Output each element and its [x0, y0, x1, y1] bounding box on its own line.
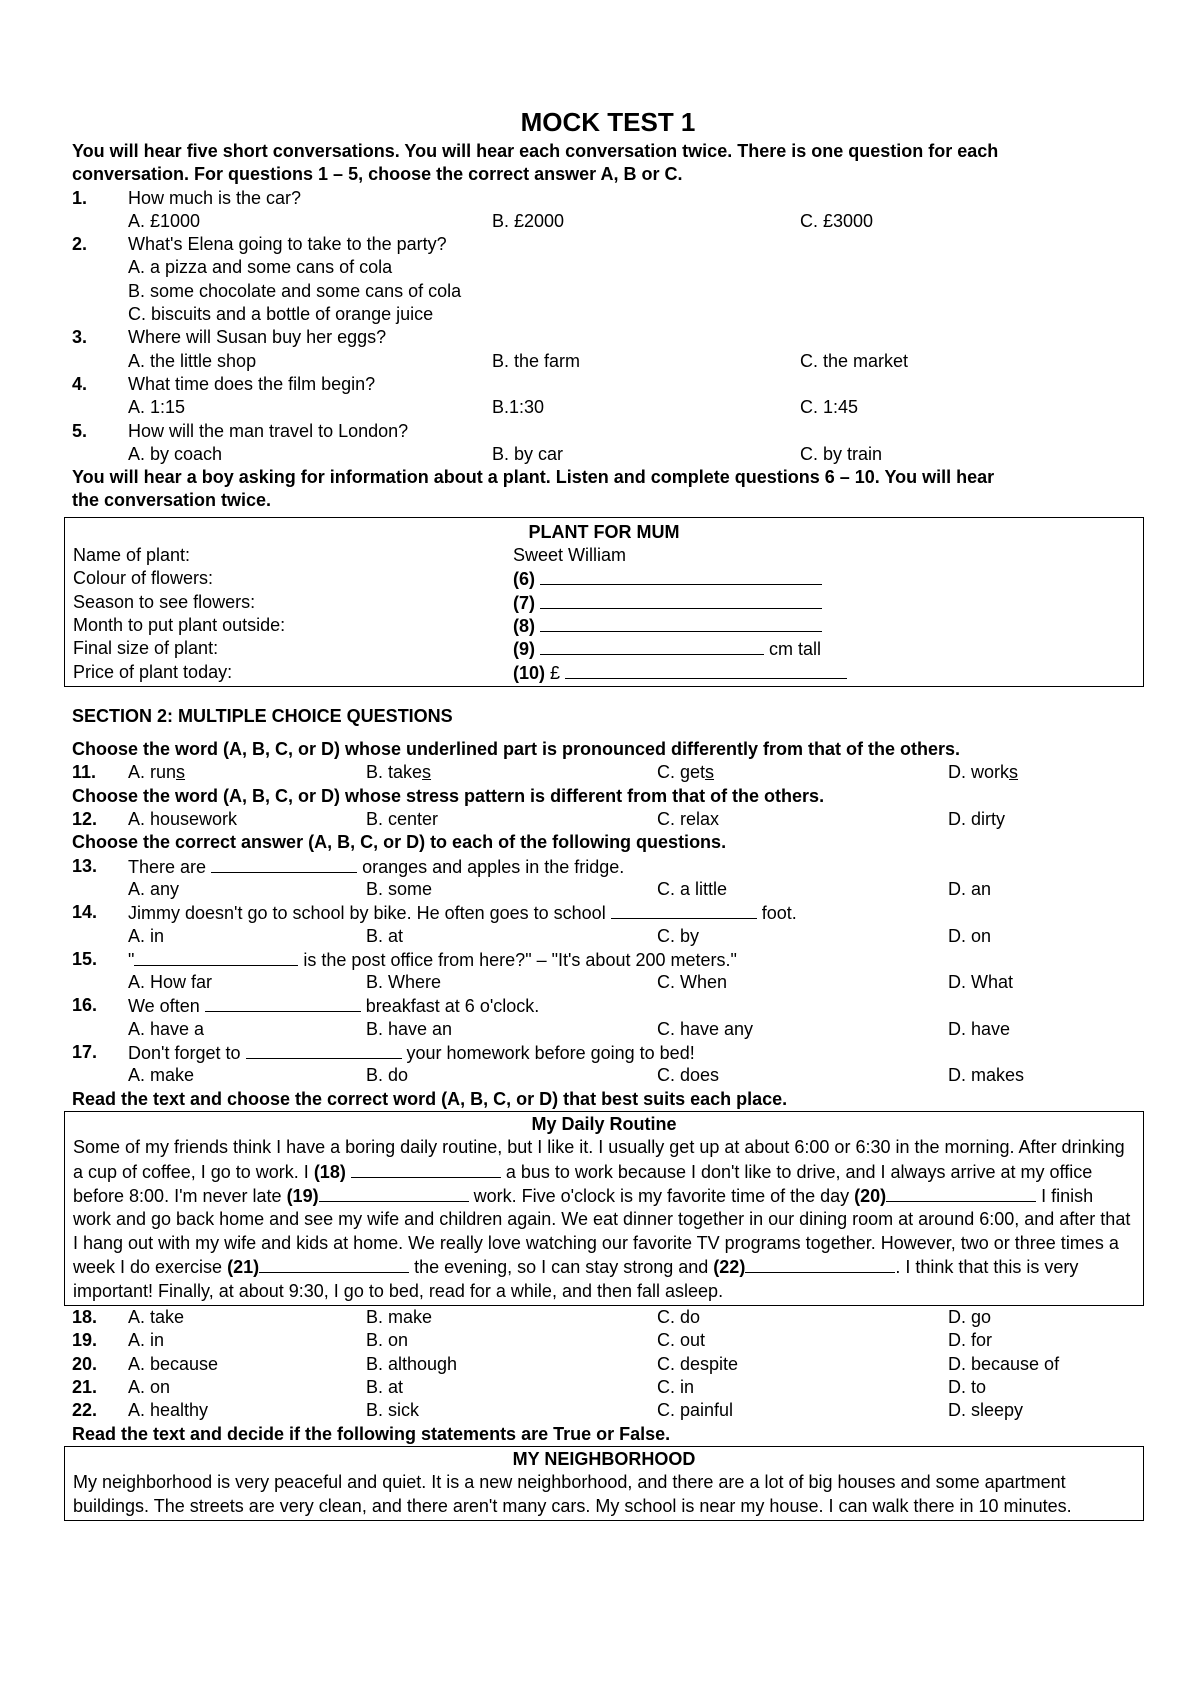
option-c[interactable]: C. gets: [657, 762, 715, 783]
form-row-price: [73, 661, 1135, 684]
option-b[interactable]: B. make: [366, 1307, 433, 1328]
option-d[interactable]: D. for: [948, 1330, 993, 1351]
worksheet: [72, 104, 1144, 1521]
option-a[interactable]: A. a pizza and some cans of cola: [128, 257, 393, 278]
question-text: Don't forget to your homework before going to bed!: [128, 1042, 695, 1063]
unit-suffix: cm tall: [769, 639, 822, 660]
answer-blank[interactable]: [745, 1255, 895, 1273]
question-number: 11.: [72, 762, 97, 783]
question-number: 2.: [72, 234, 88, 255]
reading-passage-neighborhood: [64, 1446, 1144, 1521]
question-4-options: [72, 396, 1144, 419]
option-a[interactable]: A. on: [128, 1376, 171, 1397]
question-number: 5.: [72, 420, 88, 441]
option-c[interactable]: C. biscuits and a bottle of orange juice: [128, 304, 434, 325]
question-number: 19.: [72, 1330, 98, 1351]
option-d[interactable]: D. go: [948, 1307, 992, 1328]
option-c[interactable]: C. out: [657, 1330, 706, 1351]
page-title: MOCK TEST 1: [520, 107, 696, 137]
option-b[interactable]: B. Where: [366, 972, 442, 993]
option-c[interactable]: C. relax: [657, 809, 720, 830]
question-number: 17.: [72, 1041, 98, 1062]
question-13-options: [72, 878, 1144, 901]
instruction-stress: Choose the word (A, B, C, or D) whose stress pattern is different from that of the others.: [72, 785, 825, 806]
blank-number: (9): [513, 639, 535, 660]
instruction-correct-answer: Choose the correct answer (A, B, C, or D) to each of the following questions.: [72, 832, 727, 853]
blank-number: (21): [227, 1257, 260, 1278]
answer-blank[interactable]: [259, 1255, 409, 1273]
option-a[interactable]: A. £1000: [128, 210, 201, 231]
question-16: [72, 994, 1144, 1017]
answer-blank[interactable]: [565, 661, 847, 679]
instruction-reading: Read the text and choose the correct word (A, B, C, or D) that best suits each place.: [72, 1088, 788, 1109]
option-c[interactable]: C. do: [657, 1307, 701, 1328]
question-18: [72, 1306, 1144, 1329]
question-2-option-a[interactable]: [72, 256, 1144, 279]
answer-blank[interactable]: [540, 637, 764, 655]
question-14-options: [72, 925, 1144, 948]
blank-number: (7): [513, 592, 535, 613]
form-row-month: [73, 614, 1135, 637]
question-15: [72, 948, 1144, 971]
option-d[interactable]: D. on: [948, 925, 992, 946]
answer-blank[interactable]: [246, 1041, 402, 1059]
question-13: [72, 855, 1144, 878]
option-d[interactable]: D. because of: [948, 1353, 1060, 1374]
question-2-option-c[interactable]: [72, 303, 1144, 326]
question-5: [72, 420, 1144, 443]
option-b[interactable]: B. have an: [366, 1018, 453, 1039]
question-3: [72, 326, 1144, 349]
question-text: Jimmy doesn't go to school by bike. He often goes to school foot.: [128, 903, 797, 924]
form-row-name: [73, 544, 1135, 567]
question-11: [72, 761, 1144, 784]
reading-passage-routine: [64, 1111, 1144, 1306]
question-number: 14.: [72, 902, 98, 923]
option-d[interactable]: D. What: [948, 972, 1014, 993]
question-14: [72, 901, 1144, 924]
question-number: 22.: [72, 1400, 98, 1421]
question-text: We often breakfast at 6 o'clock.: [128, 996, 540, 1017]
passage-text: Some of my friends think I have a boring daily routine, but I like it. I usually get up at about 6:00 or 6:30 in the morning. After drinking a cup of coffee, I go to work. I (18) a bus to work because I don't like to drive, and I always arrive at my office before 8:00. I'm never late (19) work. Five o'clock is my favorite time of the day (20) I finish work and go back home and see my wife and children again. We eat dinner together in our dining room at around 6:00, and after that I hang out with my wife and kids at home. We really love watching our favorite TV programs together. However, two or three times a week I do exercise (21) the evening, so I can stay strong and (22) . I think that this is very important! Finally, at about 9:30, I go to bed, read for a while, and then fall asleep.: [73, 1137, 1131, 1301]
question-number: 4.: [72, 373, 88, 394]
option-b[interactable]: B. some: [366, 878, 433, 899]
blank-number: (6): [513, 569, 535, 590]
question-number: 13.: [72, 855, 98, 876]
question-1-options: [72, 210, 1144, 233]
currency-prefix: £: [550, 662, 561, 683]
option-b[interactable]: B. do: [366, 1065, 409, 1086]
option-d[interactable]: D. an: [948, 878, 992, 899]
form-value: Sweet William: [513, 545, 627, 566]
question-19: [72, 1329, 1144, 1352]
option-b[interactable]: B. £2000: [492, 210, 565, 231]
option-c[interactable]: C. in: [657, 1376, 695, 1397]
form-label: Season to see flowers:: [73, 591, 256, 612]
part1-instruction-2: conversation. For questions 1 – 5, choose the correct answer A, B or C.: [72, 164, 683, 185]
option-c[interactable]: C. does: [657, 1065, 720, 1086]
option-c[interactable]: C. by train: [800, 443, 883, 464]
question-1: [72, 187, 1144, 210]
question-16-options: [72, 1018, 1144, 1041]
form-label: Month to put plant outside:: [73, 614, 286, 635]
question-22: [72, 1399, 1144, 1422]
question-text: Where will Susan buy her eggs?: [128, 327, 387, 348]
question-2-option-b[interactable]: [72, 280, 1144, 303]
option-c[interactable]: C. despite: [657, 1353, 739, 1374]
option-a[interactable]: A. in: [128, 1330, 165, 1351]
option-d[interactable]: D. works: [948, 762, 1019, 783]
answer-blank[interactable]: [611, 901, 757, 919]
form-label: Name of plant:: [73, 545, 191, 566]
option-a[interactable]: A. the little shop: [128, 350, 257, 371]
option-c[interactable]: C. the market: [800, 350, 909, 371]
question-number: 12.: [72, 809, 98, 830]
form-title: PLANT FOR MUM: [528, 521, 680, 542]
plant-form: [64, 517, 1144, 687]
option-a[interactable]: A. make: [128, 1065, 195, 1086]
blank-number: (20): [854, 1185, 887, 1206]
form-row-season: [73, 591, 1135, 614]
part2-instruction-1: You will hear a boy asking for information about a plant. Listen and complete questions 6 – 10. You will hear: [72, 467, 995, 488]
section-2-heading: SECTION 2: MULTIPLE CHOICE QUESTIONS: [72, 705, 453, 726]
question-text: What time does the film begin?: [128, 373, 376, 394]
answer-blank[interactable]: [540, 591, 822, 609]
form-row-colour: [73, 567, 1135, 590]
option-c[interactable]: C. £3000: [800, 210, 874, 231]
instruction-true-false: Read the text and decide if the following statements are True or False.: [72, 1423, 671, 1444]
option-d[interactable]: D. dirty: [948, 809, 1006, 830]
question-17: [72, 1041, 1144, 1064]
option-b[interactable]: B. center: [366, 809, 439, 830]
form-label: Final size of plant:: [73, 638, 219, 659]
option-c[interactable]: C. by: [657, 925, 700, 946]
blank-number: (8): [513, 615, 535, 636]
question-21: [72, 1376, 1144, 1399]
option-b[interactable]: B. although: [366, 1353, 458, 1374]
question-number: 16.: [72, 995, 98, 1016]
option-a[interactable]: A. How far: [128, 972, 213, 993]
option-a[interactable]: A. runs: [128, 762, 186, 783]
option-a[interactable]: A. take: [128, 1307, 185, 1328]
answer-blank[interactable]: [205, 994, 361, 1012]
answer-blank[interactable]: [319, 1184, 469, 1202]
option-c[interactable]: C. have any: [657, 1018, 754, 1039]
option-c[interactable]: C. 1:45: [800, 397, 859, 418]
option-c[interactable]: C. a little: [657, 878, 728, 899]
option-d[interactable]: D. sleepy: [948, 1400, 1024, 1421]
answer-blank[interactable]: [540, 614, 822, 632]
question-number: 18.: [72, 1307, 98, 1328]
question-2: [72, 233, 1144, 256]
question-15-options: [72, 971, 1144, 994]
option-a[interactable]: A. any: [128, 878, 180, 899]
instruction-pronunciation: Choose the word (A, B, C, or D) whose underlined part is pronounced differently from that of the others.: [72, 739, 961, 760]
question-number: 15.: [72, 948, 98, 969]
question-number: 1.: [72, 187, 88, 208]
option-a[interactable]: A. 1:15: [128, 397, 186, 418]
part1-instruction-1: You will hear five short conversations. You will hear each conversation twice. There is one question for each: [72, 141, 999, 161]
blank-number: (22): [713, 1257, 746, 1278]
option-b[interactable]: B. at: [366, 1376, 404, 1397]
option-a[interactable]: A. healthy: [128, 1400, 209, 1421]
blank-number: (18): [313, 1161, 346, 1182]
blank-number: (19): [286, 1185, 319, 1206]
question-5-options: [72, 443, 1144, 466]
option-b[interactable]: B. the farm: [492, 350, 581, 371]
question-3-options: [72, 350, 1144, 373]
option-a[interactable]: A. housework: [128, 809, 238, 830]
question-number: 21.: [72, 1376, 98, 1397]
option-b[interactable]: B. by car: [492, 443, 564, 464]
option-b[interactable]: B. at: [366, 925, 404, 946]
form-label: Price of plant today:: [73, 661, 233, 682]
question-12: [72, 808, 1144, 831]
option-c[interactable]: C. When: [657, 972, 728, 993]
answer-blank[interactable]: [211, 855, 357, 873]
blank-number: (10): [513, 662, 546, 683]
option-d[interactable]: D. to: [948, 1376, 987, 1397]
question-20: [72, 1353, 1144, 1376]
part2-instruction-2: the conversation twice.: [72, 490, 272, 511]
passage-title: My Daily Routine: [531, 1113, 677, 1134]
option-b[interactable]: B. takes: [366, 762, 432, 783]
question-text: How will the man travel to London?: [128, 420, 409, 441]
option-b[interactable]: B. on: [366, 1330, 409, 1351]
option-b[interactable]: B. some chocolate and some cans of cola: [128, 280, 462, 301]
option-c[interactable]: C. painful: [657, 1400, 734, 1421]
answer-blank[interactable]: [351, 1160, 501, 1178]
form-row-size: [73, 637, 1135, 660]
passage-text: My neighborhood is very peaceful and quiet. It is a new neighborhood, and there are a lot of big houses and some apartment buildings. The streets are very clean, and there aren't many cars. My school is near my house. I can walk there in 10 minutes.: [73, 1472, 1072, 1516]
option-d[interactable]: D. have: [948, 1018, 1011, 1039]
option-a[interactable]: A. have a: [128, 1018, 205, 1039]
question-text: There are oranges and apples in the fridge.: [128, 856, 625, 877]
passage-title: MY NEIGHBORHOOD: [512, 1448, 696, 1469]
question-text: " is the post office from here?" – "It's about 200 meters.": [128, 949, 737, 970]
option-a[interactable]: A. in: [128, 925, 165, 946]
answer-blank[interactable]: [886, 1184, 1036, 1202]
option-b[interactable]: B. sick: [366, 1400, 420, 1421]
form-label: Colour of flowers:: [73, 568, 214, 589]
question-number: 3.: [72, 327, 88, 348]
question-17-options: [72, 1064, 1144, 1087]
option-a[interactable]: A. because: [128, 1353, 219, 1374]
question-4: [72, 373, 1144, 396]
answer-blank[interactable]: [134, 948, 298, 966]
question-number: 20.: [72, 1353, 98, 1374]
question-text: What's Elena going to take to the party?: [128, 234, 447, 255]
answer-blank[interactable]: [540, 567, 822, 585]
question-text: How much is the car?: [128, 187, 302, 208]
option-b[interactable]: B.1:30: [492, 397, 545, 418]
option-a[interactable]: A. by coach: [128, 443, 223, 464]
option-d[interactable]: D. makes: [948, 1065, 1025, 1086]
